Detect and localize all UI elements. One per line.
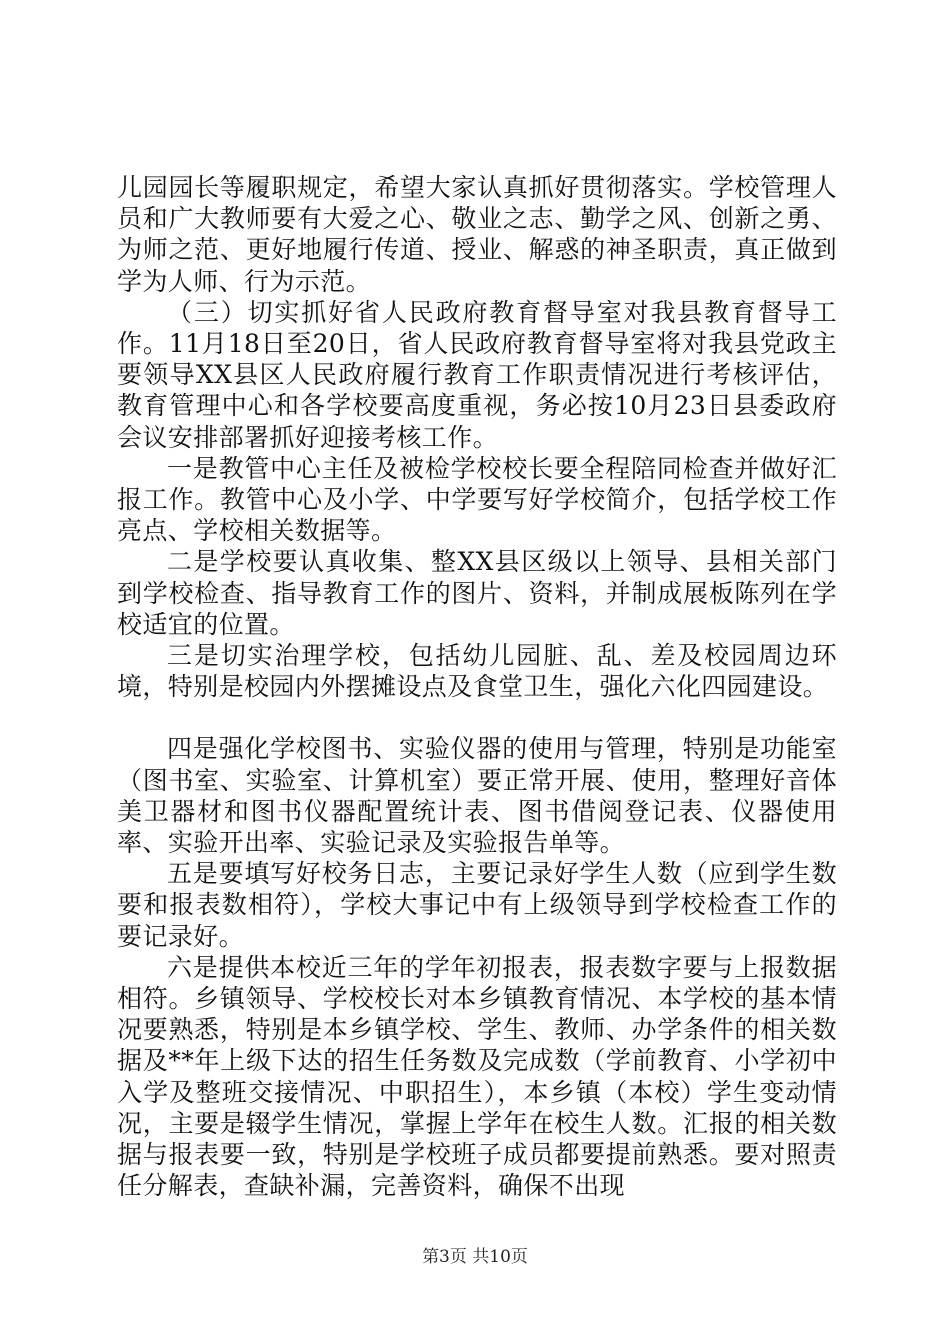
- paragraph-2: （三）切实抓好省人民政府教育督导室对我县教育督导工作。11月18日至20日，省人民政府教育督导室将对我县党政主要领导XX县区人民政府履行教育工作职责情况进行考核评估，教育管理中心和各学校要高度重视，务必按10月23日县委政府会议安排部署抓好迎接考核工作。: [117, 297, 837, 452]
- paragraph-6: 四是强化学校图书、实验仪器的使用与管理，特别是功能室（图书室、实验室、计算机室）要正常开展、使用，整理好音体美卫器材和图书仪器配置统计表、图书借阅登记表、仪器使用率、实验开出率、实验记录及实验报告单等。: [117, 734, 837, 858]
- paragraph-7: 五是要填写好校务日志，主要记录好学生人数（应到学生数要和报表数相符），学校大事记中有上级领导到学校检查工作的要记录好。: [117, 859, 837, 951]
- document-body: [117, 172, 837, 1202]
- page-number-footer: 第3页 共10页: [422, 1247, 528, 1267]
- paragraph-1: 儿园园长等履职规定，希望大家认真抓好贯彻落实。学校管理人员和广大教师要有大爱之心、敬业之志、勤学之风、创新之勇、为师之范、更好地履行传道、授业、解惑的神圣职责，真正做到学为人师、行为示范。: [117, 173, 837, 296]
- paragraph-8: 六是提供本校近三年的学年初报表，报表数字要与上报数据相符。乡镇领导、学校校长对本乡镇教育情况、本学校的基本情况要熟悉，特别是本乡镇学校、学生、教师、办学条件的相关数据及**年上级下达的招生任务数及完成数（学前教育、小学初中入学及整班交接情况、中职招生），本乡镇（本校）学生变动情况，主要是辍学生情况，掌握上学年在校生人数。汇报的相关数据与报表要一致，特别是学校班子成员都要提前熟悉。要对照责任分解表，查缺补漏，完善资料，确保不出现: [117, 952, 837, 1201]
- paragraph-3: 一是教管中心主任及被检学校校长要全程陪同检查并做好汇报工作。教管中心及小学、中学要写好学校简介，包括学校工作亮点、学校相关数据等。: [117, 453, 837, 546]
- paragraph-4: 二是学校要认真收集、整XX县区级以上领导、县相关部门到学校检查、指导教育工作的图片、资料，并制成展板陈列在学校适宜的位置。: [117, 547, 837, 639]
- paragraph-5: 三是切实治理学校，包括幼儿园脏、乱、差及校园周边环境，特别是校园内外摆摊设点及食堂卫生，强化六化四园建设。: [117, 641, 837, 702]
